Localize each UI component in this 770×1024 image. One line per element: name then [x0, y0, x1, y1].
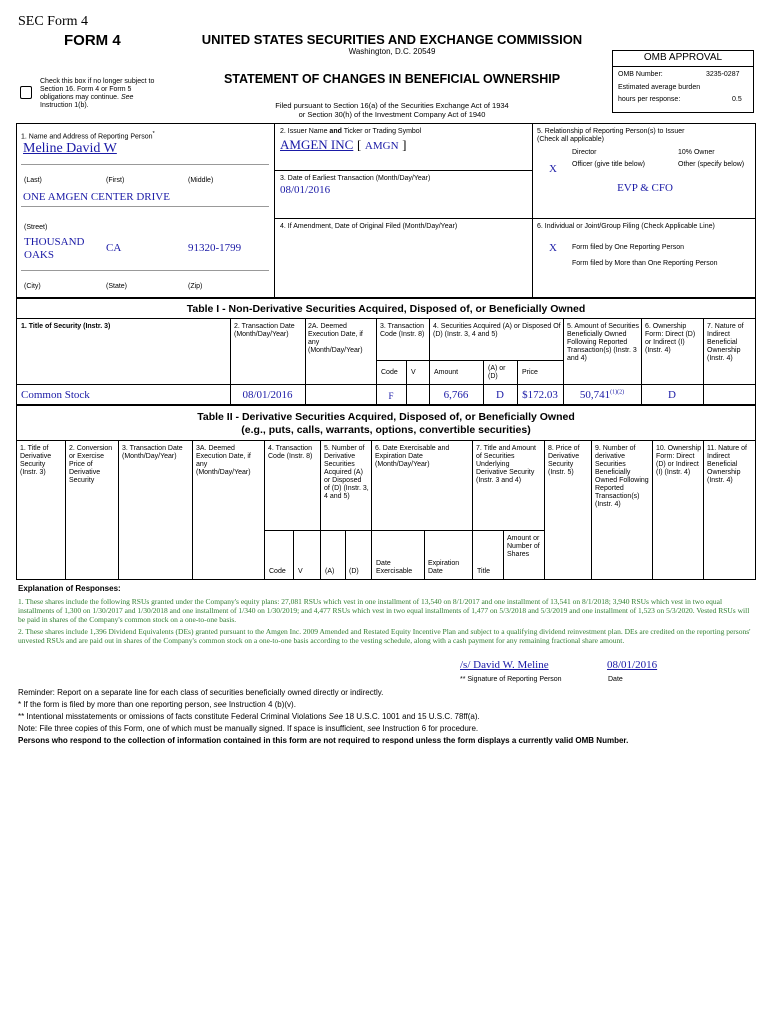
t2-col-exercisable: 6. Date Exercisable and Expiration Date (Month/Day/Year): [375, 445, 450, 468]
t1-row-title: Common Stock: [21, 389, 90, 401]
t2-col-underlying: 7. Title and Amount of Securities Underlying Derivative Security (Instr. 3 and 4): [476, 445, 536, 484]
box1-label: 1. Name and Address of Reporting Person*: [21, 131, 155, 141]
t1-col-nature: 7. Nature of Indirect Beneficial Ownership (Instr. 4): [707, 323, 744, 362]
t2-col-price: 8. Price of Derivative Security (Instr. 5): [548, 445, 580, 476]
earliest-transaction-date: 08/01/2016: [280, 184, 331, 196]
officer-title: EVP & CFO: [617, 182, 673, 194]
box6-label: 6. Individual or Joint/Group Filing (Check Applicable Line): [537, 223, 715, 230]
t1-col-owned: 5. Amount of Securities Beneficially Owned Following Reported Transaction(s) (Instr. 3 and 4): [567, 323, 639, 362]
middle-label: (Middle): [188, 177, 214, 184]
t1-col-code: 3. Transaction Code (Instr. 8): [380, 323, 425, 338]
t1-sub-price: Price: [522, 369, 538, 376]
table1-title: Table I - Non-Derivative Securities Acquired, Disposed of, or Beneficially Owned: [186, 303, 586, 315]
t2-col-form: 10. Ownership Form: Direct (D) or Indirect (I) (Instr. 4): [656, 445, 702, 476]
ten-percent-owner-label: 10% Owner: [678, 149, 715, 156]
t2-col-title: 1. Title of Derivative Security (Instr. 3): [20, 445, 52, 476]
city-label: (City): [24, 283, 41, 290]
explanation-note-2: 2. These shares include 1,396 Dividend Equivalents (DEs) granted pursuant to the Amgen Inc. 2009 Amended and Restated Equity Incentive Plan and subject to a qualifying dividend reinvestment plan. DEs are credited on the reporting persons' unvested RSUs and are paid out in shares of the Company's common stock on a one-to-one basis according to the vesting schedule, along with a cash payment for any remaining fractional share amount.: [18, 627, 751, 645]
omb-number-label: OMB Number:: [618, 71, 663, 78]
signature-date: 08/01/2016: [607, 659, 658, 671]
box5-label: 5. Relationship of Reporting Person(s) to Issuer (Check all applicable): [537, 128, 685, 143]
one-person-label: Form filed by One Reporting Person: [572, 244, 685, 251]
first-label: (First): [106, 177, 125, 184]
t1-row-form: D: [668, 389, 676, 401]
omb-number-value: 3235-0287: [706, 71, 740, 78]
box4-label: 4. If Amendment, Date of Original Filed (Month/Day/Year): [280, 223, 458, 230]
t2-col-owned: 9. Number of derivative Securities Beneficially Owned Following Reported Transaction(s) (Instr. 4): [595, 445, 649, 508]
filed-pursuant: Filed pursuant to Section 16(a) of the Securities Exchange Act of 1934 or Section 30(h) of the Investment Company Act of 1940: [275, 101, 509, 119]
omb-hours-label: hours per response:: [618, 96, 681, 103]
omb-hours-value: 0.5: [732, 96, 742, 103]
city-value: THOUSAND OAKS: [24, 236, 85, 261]
t1-sub-code: Code: [381, 369, 398, 376]
t1-row-code: F: [388, 391, 394, 401]
t2-col-deemed: 3A. Deemed Execution Date, if any (Month/Day/Year): [196, 445, 251, 476]
t1-row-aord: D: [496, 389, 504, 401]
date-label: Date: [608, 676, 623, 683]
state-value: CA: [106, 242, 122, 254]
state-label: (State): [106, 283, 128, 290]
sec-form-label: SEC Form 4: [18, 14, 89, 29]
more-persons-label: Form filed by More than One Reporting Person: [572, 260, 718, 267]
signature-name: /s/ David W. Meline: [460, 659, 549, 671]
omb-burden-label: Estimated average burden: [618, 84, 701, 91]
commission-title: UNITED STATES SECURITIES AND EXCHANGE COMMISSION: [201, 32, 583, 47]
other-label: Other (specify below): [678, 161, 745, 168]
officer-mark: X: [549, 163, 557, 175]
footer-star: * If the form is filed by more than one reporting person, see Instruction 4 (b)(v).: [18, 700, 296, 709]
check-box-text: Check this box if no longer subject to Section 16. Form 4 or Form 5 obligations may continue. See Instruction 1(b).: [40, 78, 155, 109]
no-longer-subject-checkbox[interactable]: [20, 86, 32, 99]
t2-sub-exercisable: Date Exercisable: [376, 560, 413, 575]
t2-sub-expiration: Expiration Date: [428, 560, 460, 575]
box2-label: 2. Issuer Name and Ticker or Trading Symbol: [280, 128, 422, 135]
t1-col-title: 1. Title of Security (Instr. 3): [21, 323, 111, 330]
t2-col-conversion: 2. Conversion or Exercise Price of Derivative Security: [69, 445, 113, 484]
t1-col-acquired: 4. Securities Acquired (A) or Disposed Of (D) (Instr. 3, 4 and 5): [433, 323, 561, 338]
issuer-line: AMGEN INC [ AMGN ]: [280, 137, 407, 152]
officer-label: Officer (give title below): [572, 161, 646, 168]
box3-label: 3. Date of Earliest Transaction (Month/Day/Year): [280, 175, 431, 182]
street-label: (Street): [24, 224, 48, 231]
explanation-heading: Explanation of Responses:: [18, 584, 121, 593]
footer-note: Note: File three copies of this Form, one of which must be manually signed. If space is insufficient, see Instruction 6 for procedure.: [18, 724, 479, 733]
t2-sub-v: V: [298, 568, 303, 575]
t1-col-form: 6. Ownership Form: Direct (D) or Indirect (I) (Instr. 4): [645, 323, 696, 354]
reporting-person-name-link[interactable]: Meline David W: [23, 141, 117, 156]
t1-sub-v: V: [411, 369, 416, 376]
ticker-symbol: AMGN: [364, 140, 399, 152]
commission-city: Washington, D.C. 20549: [348, 47, 436, 56]
t1-col-deemed: 2A. Deemed Execution Date, if any (Month/Day/Year): [308, 323, 363, 354]
t2-col-number: 5. Number of Derivative Securities Acquired (A) or Disposed of (D) (Instr. 3, 4 and 5): [324, 445, 369, 500]
last-label: (Last): [24, 177, 42, 184]
t2-col-nature: 11. Nature of Indirect Beneficial Ownership (Instr. 4): [707, 445, 747, 484]
t2-sub-title: Title: [477, 568, 490, 575]
t2-sub-d: (D): [349, 568, 359, 575]
t1-row-date: 08/01/2016: [242, 389, 293, 401]
t1-row-owned-footnote: (1)(2): [610, 389, 625, 396]
t1-row-amount: 6,766: [443, 389, 469, 401]
signature-label: ** Signature of Reporting Person: [460, 676, 562, 683]
t2-sub-amount: Amount or Number of Shares: [507, 535, 540, 558]
director-label: Director: [572, 149, 597, 156]
form-number: FORM 4: [64, 32, 121, 49]
t1-sub-aord: (A) or (D): [488, 365, 506, 380]
table2-title: Table II - Derivative Securities Acquired, Disposed of, or Beneficially Owned (e.g., puts, calls, warrants, options, convertible securities): [197, 411, 575, 436]
t1-sub-amount: Amount: [434, 369, 459, 376]
t2-sub-code: Code: [269, 568, 286, 575]
t2-col-code: 4. Transaction Code (Instr. 8): [268, 445, 313, 460]
footer-reminder: Reminder: Report on a separate line for each class of securities beneficially owned directly or indirectly.: [18, 688, 384, 697]
t1-col-date: 2. Transaction Date (Month/Day/Year): [234, 323, 295, 338]
footer-double-star: ** Intentional misstatements or omissions of facts constitute Federal Criminal Violations See 18 U.S.C. 1001 and 15 U.S.C. 78ff(a).: [18, 712, 480, 721]
t1-row-owned: $50,741^{(1)(2)}$: [579, 389, 625, 401]
zip-label: (Zip): [188, 283, 203, 290]
omb-title: OMB APPROVAL: [643, 52, 723, 63]
t2-col-date: 3. Transaction Date (Month/Day/Year): [122, 445, 183, 460]
t2-sub-a: (A): [325, 568, 335, 575]
issuer-name-link[interactable]: AMGEN INC: [280, 137, 354, 152]
statement-title: STATEMENT OF CHANGES IN BENEFICIAL OWNERSHIP: [223, 72, 561, 86]
one-person-mark: X: [549, 242, 557, 254]
street-value: ONE AMGEN CENTER DRIVE: [23, 191, 170, 203]
t1-row-price: $172.03: [522, 389, 558, 401]
explanation-note-1: 1. These shares include the following RSUs granted under the Company's equity plans: 27,081 RSUs which vest in one installment of 13,540 on 8/1/2017 and one installment of 13,541 on 8/1/2018; 3,940 RSUs which vest in two equal installments of 1,300 on 1/30/2017 and 1/30/2018 and one installment of 1/340 on 1/30/2019; and 4,477 RSUs which vest in two equal installments of 1,477 on 5/3/2018 and 5/3/2019 and one installment of 1,523 on 5/3/2020. Vested RSUs will be paid in shares of the Company's common stock on a one-to-one basis.: [18, 597, 750, 624]
zip-value: 91320-1799: [188, 242, 242, 254]
footer-persons: Persons who respond to the collection of information contained in this form are not required to respond unless the form displays a currently valid OMB Number.: [18, 736, 629, 745]
